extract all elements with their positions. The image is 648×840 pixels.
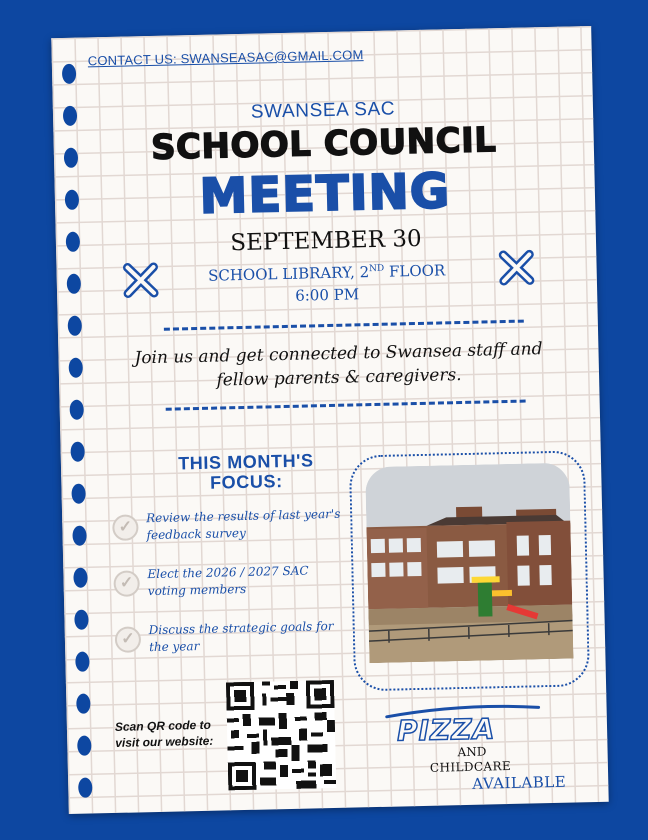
binder-hole: [76, 694, 90, 714]
tagline: Join us and get connected to Swansea staff and fellow parents & caregivers.: [134, 339, 543, 391]
focus-item: Review the results of last year's feedback survey: [146, 506, 341, 543]
check-circle-icon: ✓: [113, 570, 140, 597]
binder-hole: [73, 568, 87, 588]
binder-hole: [68, 316, 82, 336]
page-title: SCHOOL COUNCIL: [150, 120, 497, 168]
available-label: AVAILABLE: [472, 772, 567, 793]
binder-hole: [69, 358, 83, 378]
binder-hole: [70, 442, 84, 462]
binder-hole: [75, 652, 89, 672]
qr-code-icon[interactable]: [226, 680, 336, 790]
binder-hole: [69, 400, 83, 420]
school-photo: [365, 463, 573, 664]
binder-hole: [77, 736, 91, 756]
binder-hole: [71, 484, 85, 504]
contact-email-link[interactable]: CONTACT US: SWANSEASAC@GMAIL.COM: [87, 47, 364, 69]
focus-item: Discuss the strategic goals for the year: [148, 618, 334, 655]
page-subtitle: MEETING: [199, 163, 451, 225]
focus-heading: THIS MONTH'S FOCUS:: [177, 450, 314, 493]
pizza-label: PIZZA: [396, 712, 496, 748]
divider: [166, 400, 526, 411]
meeting-time: 6:00 PM: [295, 285, 360, 305]
binder-hole: [62, 64, 76, 84]
flyer-paper: [51, 26, 608, 814]
meeting-date: SEPTEMBER 30: [230, 225, 422, 257]
qr-instructions: Scan QR code to visit our website:: [114, 717, 214, 750]
binder-hole: [72, 526, 86, 546]
childcare-label: CHILDCARE: [429, 758, 512, 775]
meeting-location: SCHOOL LIBRARY, 2ND FLOOR: [207, 261, 446, 285]
check-circle-icon: ✓: [112, 514, 139, 541]
divider: [164, 320, 524, 331]
binder-hole: [78, 777, 92, 797]
check-circle-icon: ✓: [115, 626, 142, 653]
and-label: AND: [457, 744, 487, 760]
focus-item: Elect the 2026 / 2027 SAC voting members: [147, 563, 309, 599]
binder-hole: [74, 610, 88, 630]
organization-name: SWANSEA SAC: [250, 98, 396, 123]
